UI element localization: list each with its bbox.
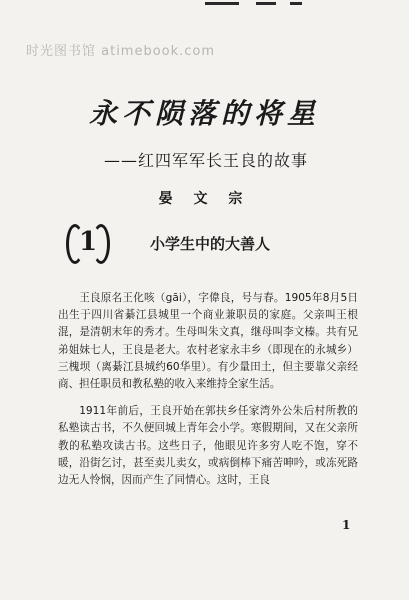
author-name: 晏 文 宗 [158,191,251,207]
right-paren-mark [92,224,110,264]
chapter-number-badge [64,224,112,260]
top-edge-mark [290,2,302,5]
top-edge-mark [205,2,239,5]
page-number: 1 [342,518,351,532]
paragraph: 王良原名王化咳（gāi），字偉良，号与春。1905年8月5日出生于四川省綦江县城里一个商业兼职员的家庭。父亲叫王根混，是清朝末年的秀才。生母叫朱文真，继母叫李文榛。共有兄弟姐妹七人，王良是老大。农村老家永丰乡（即现在的永城乡）三槐坝（离綦江县城约60华里）。有少量田土，但主要靠父亲经商、担任职员和教私塾的收入来维持全家生活。 [58,292,358,391]
chapter-title: 小学生中的大善人 [150,235,271,253]
top-edge-mark [256,2,276,5]
page-subtitle: ——红四军军长王良的故事 [104,151,309,170]
paragraph: 1911年前后，王良开始在郭扶乡任家湾外公朱后村所教的私塾读古书，不久便回城上青年会小学。寒假期间，又在父亲所教的私塾攻读古书。这些日子，他眼见许多穷人吃不饱，穿不暖，沿街乞讨，甚至卖儿卖女，或病倒棒下痛苦呻吟，或冻死路边无人怜悯，因而产生了同情心。这时，王良 [58,405,358,487]
top-edge-marks [0,0,409,8]
watermark: 时光图书馆 atimebook.com [26,44,216,59]
left-paren-mark [66,224,84,264]
body-text [58,290,358,489]
chapter-number: 1 [78,227,98,257]
page-title: 永不陨落的将星 [88,97,320,130]
